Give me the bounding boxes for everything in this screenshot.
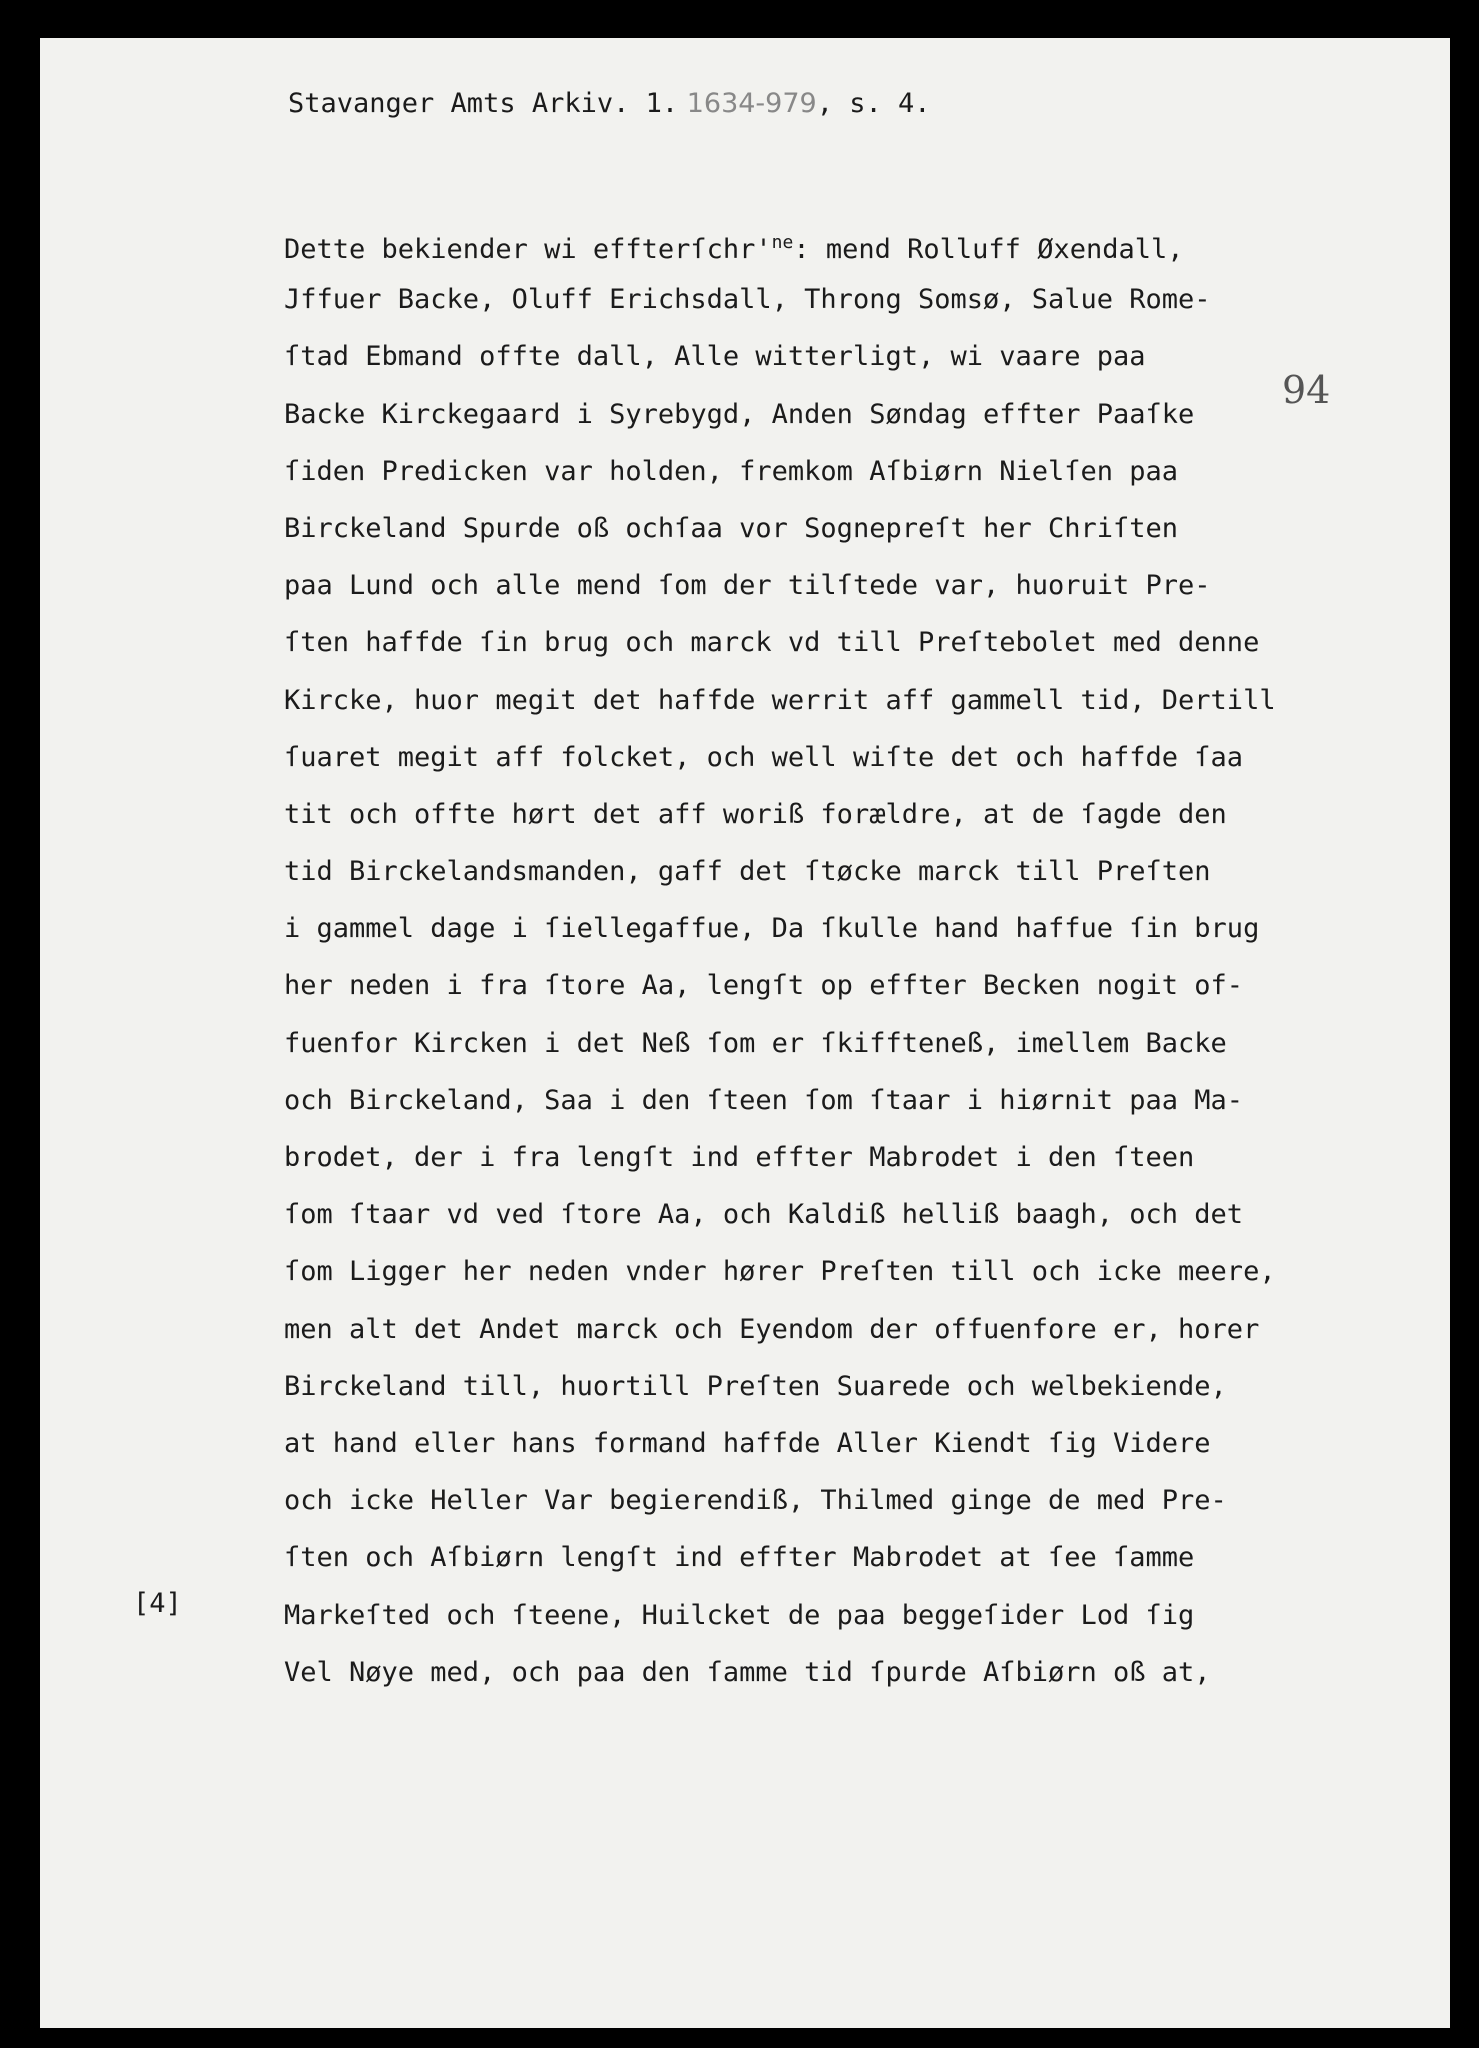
- text-line: ſiden Predicken var holden, fremkom Aſbiørn Nielſen paa: [284, 455, 1179, 487]
- archive-header: [288, 88, 931, 119]
- text-line-start: Dette bekiender wi effterſchr': [284, 234, 772, 265]
- text-line-end: : mend Rolluff Øxendall,: [793, 234, 1184, 265]
- text-line: her neden i fra ſtore Aa, lengſt op effter Becken nogit of-: [284, 970, 1244, 1002]
- text-line: ſtad Ebmand offte dall, Alle witterligt, wi vaare paa: [284, 341, 1146, 373]
- transcription-body: [284, 214, 1404, 1701]
- text-line: ſten och Aſbiørn lengſt ind effter Mabrodet at ſee ſamme: [284, 1542, 1195, 1574]
- header-pencil-annotation: 1634-979: [678, 88, 817, 119]
- text-line: Kircke, huor megit det haffde werrit aff gammell tid, Dertill: [284, 684, 1276, 716]
- text-line: ſom Ligger her neden vnder hører Preſten till och icke meere,: [284, 1256, 1276, 1288]
- text-line: paa Lund och alle mend ſom der tilſtede var, huoruit Pre-: [284, 570, 1211, 602]
- folio-number: 94: [1282, 368, 1331, 412]
- header-typed-reference: Stavanger Amts Arkiv. 1.: [288, 88, 679, 119]
- text-line: ſten haffde ſin brug och marck vd till Preſtebolet med denne: [284, 627, 1260, 659]
- text-line: tid Birckelandsmanden, gaff det ſtøcke marck till Preſten: [284, 856, 1211, 888]
- text-line: fuenfor Kircken i det Neß ſom er ſkiffteneß, imellem Backe: [284, 1027, 1227, 1059]
- text-line: och icke Heller Var begierendiß, Thilmed ginge de med Pre-: [284, 1485, 1227, 1517]
- text-line: men alt det Andet marck och Eyendom der offuenfore er, horer: [284, 1313, 1260, 1345]
- text-line: i gammel dage i ſiellegaffue, Da ſkulle hand haffue ſin brug: [284, 913, 1260, 945]
- text-line: brodet, der i fra lengſt ind effter Mabrodet i den ſteen: [284, 1142, 1195, 1173]
- text-line: at hand eller hans formand haffde Aller Kiendt ſig Videre: [284, 1427, 1211, 1459]
- text-line: Jffuer Backe, Oluff Erichsdall, Throng Somsø, Salue Rome-: [284, 284, 1211, 316]
- header-page-number: , s. 4.: [816, 88, 931, 119]
- text-line: ſuaret megit aff folcket, och well wiſte det och haffde ſaa: [284, 741, 1244, 773]
- text-line: ſom ſtaar vd ved ſtore Aa, och Kaldiß helliß baagh, och det: [284, 1199, 1244, 1231]
- text-line: Backe Kirckegaard i Syrebygd, Anden Søndag effter Paaſke: [284, 398, 1195, 430]
- text-line: och Birckeland, Saa i den ſteen ſom ſtaar i hiørnit paa Ma-: [284, 1084, 1244, 1116]
- margin-page-reference: [4]: [133, 1588, 182, 1619]
- superscript-abbreviation: ne: [771, 232, 794, 253]
- text-line: Birckeland Spurde oß ochſaa vor Sognepreſt her Chriſten: [284, 512, 1179, 544]
- text-line: Markeſted och ſteene, Huilcket de paa beggeſider Lod ſig: [284, 1599, 1195, 1631]
- text-line: Vel Nøye med, och paa den ſamme tid ſpurde Aſbiørn oß at,: [284, 1656, 1211, 1688]
- text-line: tit och offte hørt det aff woriß forældre, at de ſagde den: [284, 798, 1227, 830]
- text-line: Birckeland till, huortill Preſten Suarede och welbekiende,: [284, 1370, 1227, 1402]
- text-line: [284, 214, 1404, 271]
